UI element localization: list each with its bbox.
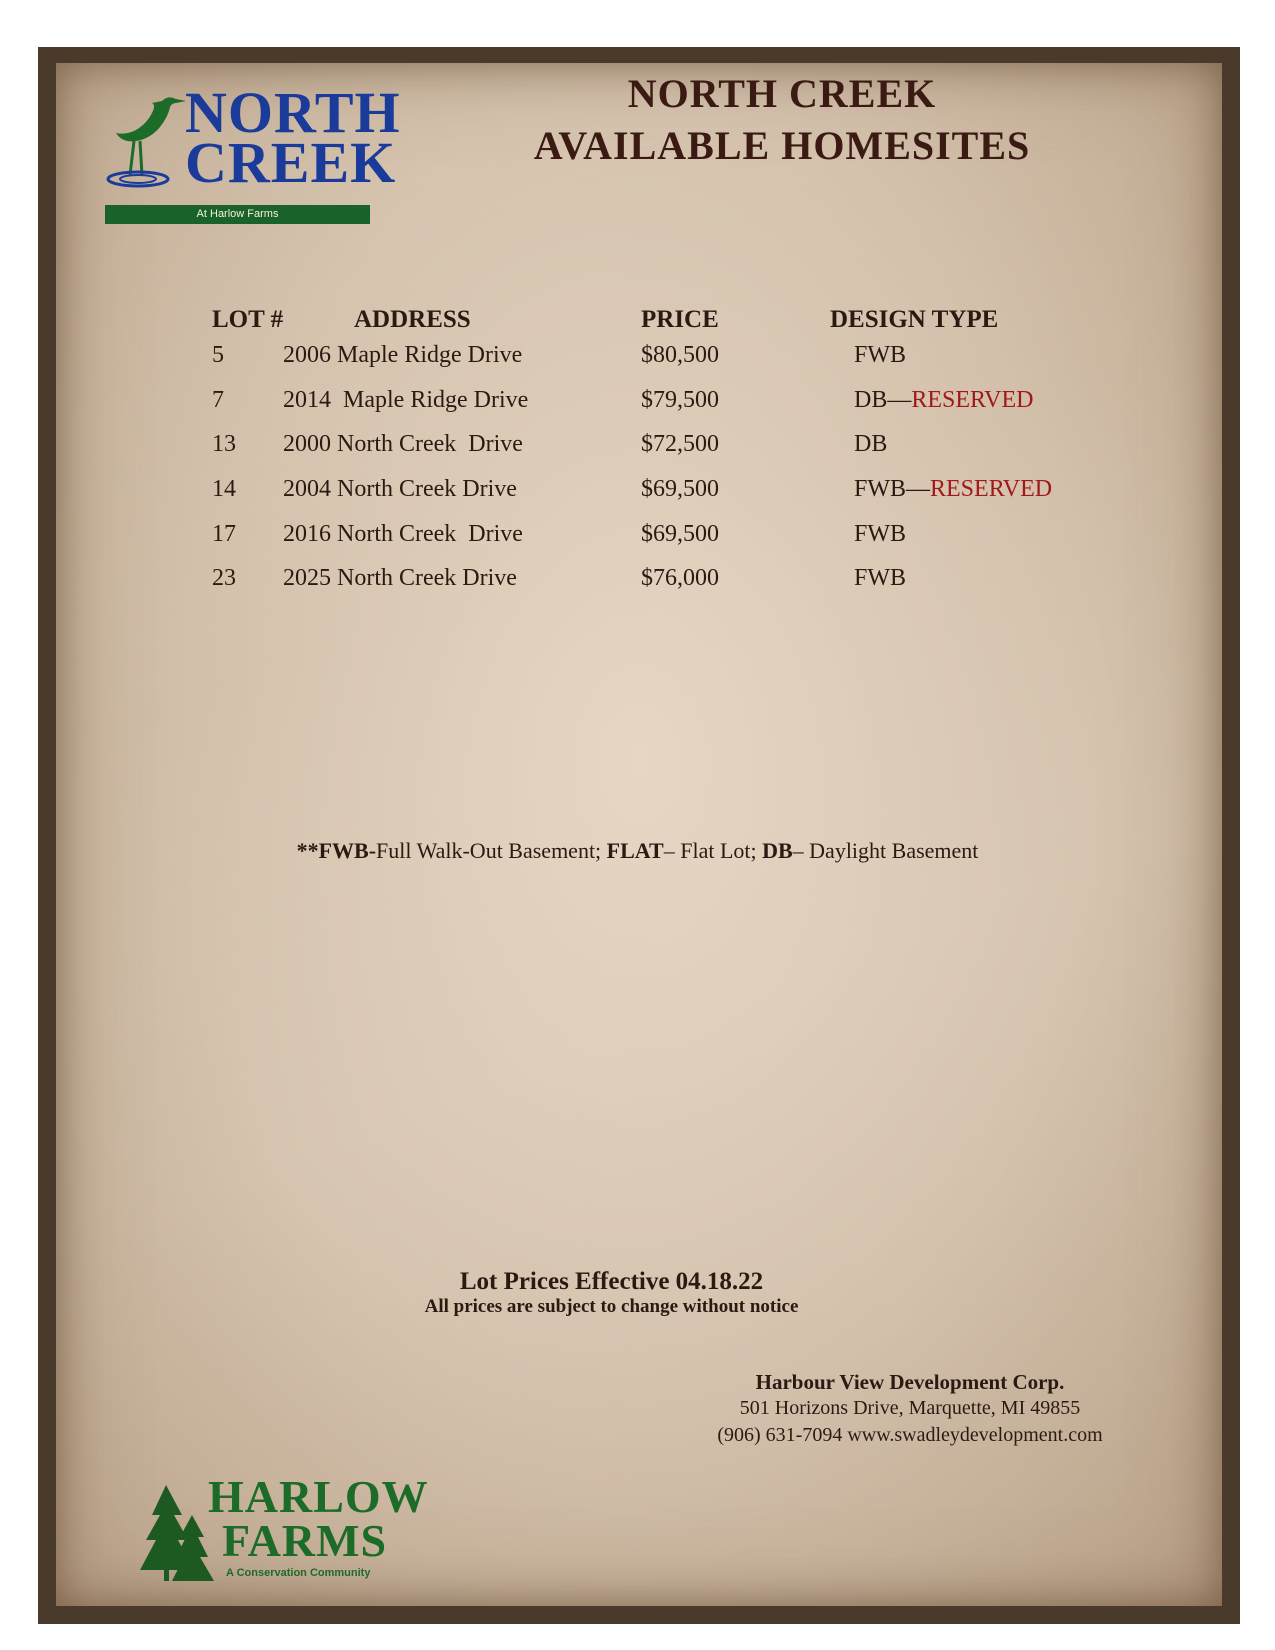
lot-design [854,521,906,548]
north-creek-tagline: At Harlow Farms [105,205,370,224]
lot-number: 23 [212,565,236,591]
design-type: FWB [854,342,907,368]
lot-design [854,342,906,369]
lot-price: $79,500 [641,387,719,413]
harlow-farms-word-farms: FARMS [222,1515,388,1566]
lot-address: 2014 Maple Ridge Drive [283,387,529,413]
lot-price: $69,500 [641,476,719,502]
pine-trees-icon [138,1485,218,1585]
lot-design [854,565,906,592]
design-type: DB— [854,387,912,413]
lot-design [854,431,887,458]
lot-number: 7 [212,387,224,413]
header-price: PRICE [641,306,719,333]
north-creek-word-creek: CREEK [185,130,397,195]
harlow-farms-tagline: A Conservation Community [226,1567,371,1579]
legend-fwb-text: Full Walk-Out Basement; [376,838,607,863]
legend-db-text: – Daylight Basement [792,838,979,863]
page-title-line2: AVAILABLE HOMESITES [533,123,1031,168]
prices-effective-date: Lot Prices Effective 04.18.22 [459,1268,764,1295]
lot-price: $76,000 [641,565,719,591]
lot-address: 2000 North Creek Drive [283,431,523,457]
lot-design [854,476,1052,503]
lot-price: $80,500 [641,342,719,368]
lot-address: 2006 Maple Ridge Drive [283,342,523,368]
legend-flat-key: FLAT [606,838,664,863]
company-contact: (906) 631-7094 www.swadleydevelopment.com [717,1424,1103,1446]
harlow-farms-word-harlow: HARLOW [208,1471,429,1522]
lot-number: 14 [212,476,236,502]
north-creek-word-north: NORTH [185,80,401,145]
design-type: DB [854,431,888,457]
lot-address: 2004 North Creek Drive [283,476,517,502]
heron-icon [100,87,190,197]
design-type: FWB [854,521,907,547]
lot-price: $72,500 [641,431,719,457]
price-change-notice: All prices are subject to change without notice [424,1296,799,1317]
lot-design [854,387,1033,414]
design-type: FWB— [854,476,931,502]
harlow-farms-logo [138,1471,429,1595]
reserved-status: RESERVED [911,387,1034,413]
lot-number: 17 [212,521,236,547]
legend-db-key: DB [762,838,793,863]
legend-fwb-key: **FWB- [296,838,377,863]
legend-flat-text: – Flat Lot; [663,838,763,863]
lot-address: 2025 North Creek Drive [283,565,517,591]
lot-address: 2016 North Creek Drive [283,521,523,547]
lot-number: 5 [212,342,224,368]
lot-price: $69,500 [641,521,719,547]
header-design-type: DESIGN TYPE [830,306,999,333]
company-address: 501 Horizons Drive, Marquette, MI 49855 [739,1397,1081,1419]
page-title-line1: NORTH CREEK [627,71,937,116]
header-address: ADDRESS [354,306,471,333]
design-type: FWB [854,565,907,591]
design-type-legend [0,838,1275,864]
company-name: Harbour View Development Corp. [755,1370,1065,1394]
north-creek-logo [100,80,401,227]
reserved-status: RESERVED [930,476,1053,502]
header-lot: LOT # [212,306,284,333]
lot-number: 13 [212,431,236,457]
